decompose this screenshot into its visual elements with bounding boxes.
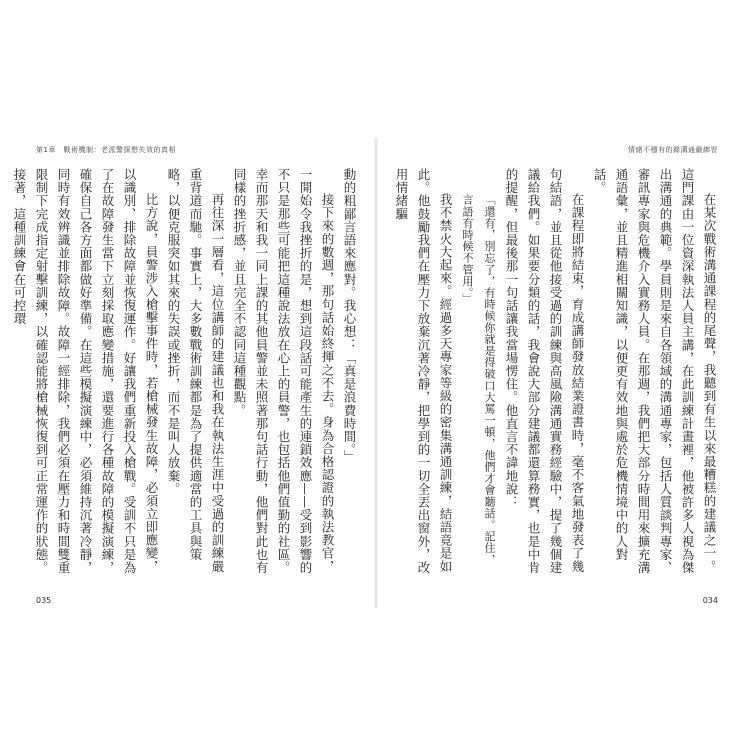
right-page xyxy=(380,138,726,608)
right-running-head: 情緒不穩有的錄溝通嚴綁習 xyxy=(628,146,718,154)
block-quote: 「還有，別忘了，有時候你就是得破口大罵一頓，他們才會聽話。記住，言語有時候不管用。」 xyxy=(461,194,496,566)
right-paragraph-1: 在某次戰術溝通課程的尾聲，我聽到有生以來最糟糕的建議之一。這門課由一位資深執法人員主講，在此訓練計畫裡，他被許多人視為傑出溝通的典範。學員則是來自各領域的溝通專家，包括人質談判專家、審訊專家與危機介入實務人員。在那週，我們把大部分時間用來擴充溝通語彙，並且精進相關知識，以便更有效地與處於危機情境中的人對話。 xyxy=(592,168,717,575)
right-paragraph-3: 我不禁火大起來。經過多天專家等級的密集溝通訓練，結語竟是如此。他鼓勵我們在壓力下放棄沉著冷靜，把學到的一切全丟出窗外，改用情緒驅 xyxy=(394,168,453,575)
right-page-number: 034 xyxy=(702,596,718,605)
right-paragraph-2: 在課程即將結束，育成講師發放結業證書時，毫不客氣地發表了幾句結語，並且從他接受過的訓練與高風險溝通實務經驗中，提了幾個建議給我們。如果要分類的話，我會說大部分建議都還算務實，也是中肯的提醒，但最後那一句話讓我當場愣住。他直言不諱地說： xyxy=(504,168,585,575)
left-paragraph-2: 接下來的數週，那句話始終揮之不去。身為合格認證的執法教官，一開始令我挫折的是，想到這段話可能產生的連鎖效應——受到影響的不只是那些可能把這種說法放在心上的員警，也包括他們值勤的社區。幸而那天和我一同上課的其他員警並未照著那句話行動，他們對此也有同樣的挫折感，並且完全不認同這種觀點。 xyxy=(232,168,335,575)
left-page-number: 035 xyxy=(36,596,52,605)
left-page xyxy=(12,138,372,608)
right-body-text xyxy=(382,168,720,576)
left-paragraph-3: 再往深一層看，這位講師的建議也和我在執法生涯中受過的訓練嚴重背道而馳。事實上，大多數戰術訓練都是為了提供適當的工具與策略，以便克服突如其來的失誤或挫折，而不是叫人放棄。 xyxy=(166,168,225,573)
left-running-head: 第1章 戰術機制：老派警探想失效的真相 xyxy=(36,146,176,154)
left-paragraph-1: 動的粗鄙言語來應對。我心想：「真是浪費時間。」 xyxy=(342,168,357,464)
left-paragraph-4: 比方說，員警涉入槍擊事件時，若槍械發生故障，必須立即應變，以識別、排除故障並恢復運作。好讓我們重新投入槍戰。受訓不只是為了在故障發生當下立刻採取應變措施，還要進行各種故障的模擬演練，確保自己各方面都做好準備。在這些模擬演練中，必須維持沉著冷靜，同時有效辨識並排除故障。故障一經排除，我們必須在壓力和時間雙重限制下完成指定射擊訓練，以確認能將槍械恢復到可正常運作的狀態。接著，這種訓練會在可控環 xyxy=(12,168,159,575)
left-body-text xyxy=(12,168,360,576)
book-gutter xyxy=(374,138,378,608)
